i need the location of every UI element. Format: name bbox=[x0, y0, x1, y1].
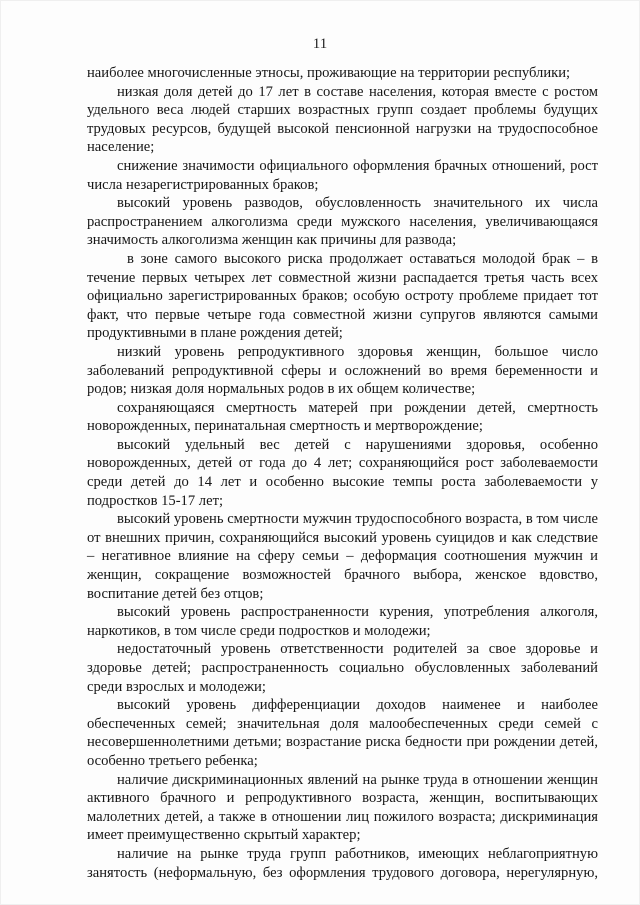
paragraph: низкий уровень репродуктивного здоровья женщин, большое число заболеваний репродуктивной сферы и осложнений во время беременности и родов; низкая доля нормальных родов в их общем количестве; bbox=[87, 343, 598, 398]
paragraph: высокий уровень смертности мужчин трудоспособного возраста, в том числе от внешних причин, сохраняющийся высокий уровень суицидов и как следствие – негативное влияние на сферу семьи – деформация соотношения мужчин и женщин, сокращение возможностей брачного выбора, женское вдовство, воспитание детей без отцов; bbox=[87, 511, 598, 602]
paragraph: в зоне самого высокого риска продолжает оставаться молодой брак – в течение первых четырех лет совместной жизни распадается третья часть всех официально зарегистрированных браков; особую остроту проблеме придает тот факт, что первые четыре года совместной жизни супругов являются самыми продуктивными в плане рождения детей; bbox=[87, 250, 598, 342]
paragraph: высокий уровень разводов, обусловленность значительного их числа распространением алкоголизма среди мужского населения, увеличивающаяся значимость алкоголизма женщин как причины для развода; bbox=[87, 195, 598, 249]
paragraph: низкая доля детей до 17 лет в составе населения, которая вместе с ростом удельного веса людей старших возрастных групп создает проблемы будущих трудовых ресурсов, будущей высокой пенсионной нагрузки на трудоспособное население; bbox=[87, 83, 598, 156]
paragraph: высокий уровень дифференциации доходов наименее и наиболее обеспеченных семей; значительная доля малообеспеченных среди семей с несовершеннолетними детьми; возрастание риска бедности при рождении детей, особенно третьего ребенка; bbox=[87, 697, 598, 769]
paragraph: высокий уровень распространенности курения, употребления алкоголя, наркотиков, в том числе среди подростков и молодежи; bbox=[87, 604, 598, 639]
paragraph: сохраняющаяся смертность матерей при рождении детей, смертность новорожденных, перинатальная смертность и мертворождение; bbox=[87, 399, 598, 435]
paragraph: наиболее многочисленные этносы, проживающие на территории республики; bbox=[87, 65, 571, 81]
paragraph: наличие на рынке труда групп работников, имеющих неблагоприятную занятость (неформальную, без оформления трудового договора, нерегулярную, bbox=[87, 845, 598, 881]
paragraph: снижение значимости официального оформления брачных отношений, рост числа незарегистрированных браков; bbox=[87, 157, 598, 193]
paragraph: недостаточный уровень ответственности родителей за свое здоровье и здоровье детей; распространенность социально обусловленных заболеваний среди взрослых и молодежи; bbox=[87, 641, 598, 695]
document-body bbox=[87, 64, 598, 882]
page-number: 11 bbox=[312, 36, 328, 52]
paragraph: высокий удельный вес детей с нарушениями здоровья, особенно новорожденных, детей от года до 4 лет; сохраняющийся рост заболеваемости среди детей до 14 лет и особенно высокие темпы роста заболеваемости у подростков 15-17 лет; bbox=[87, 436, 598, 509]
paragraph: наличие дискриминационных явлений на рынке труда в отношении женщин активного брачного и репродуктивного возраста, женщин, воспитывающих малолетних детей, а также в отношении лиц пожилого возраста; дискриминация имеет преимущественно скрытый характер; bbox=[87, 771, 598, 844]
